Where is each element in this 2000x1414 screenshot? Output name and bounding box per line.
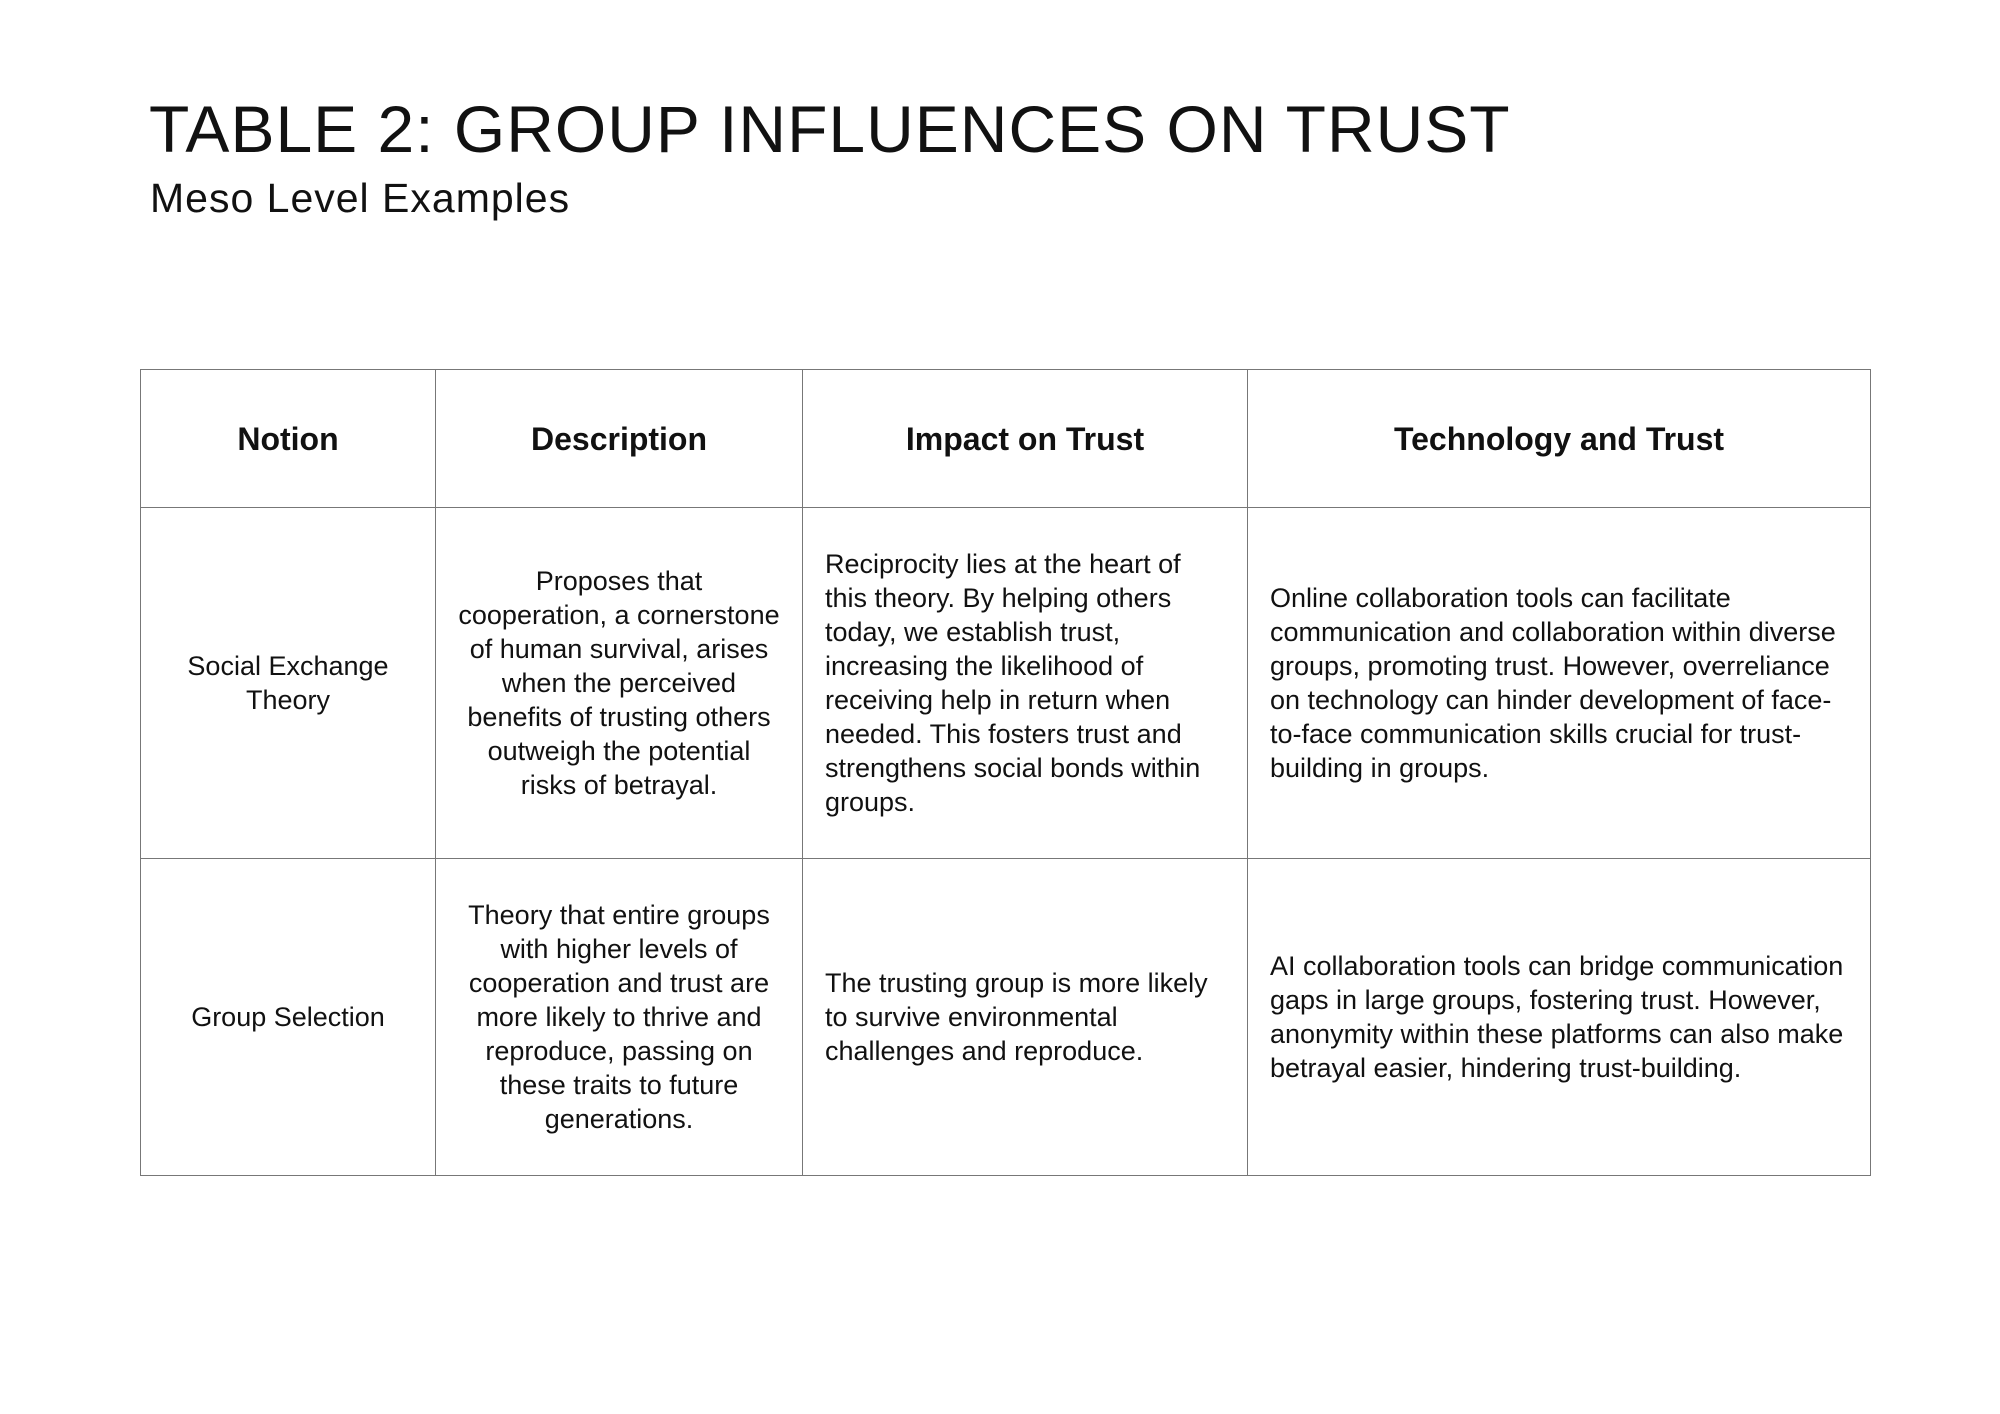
column-header-impact: Impact on Trust	[803, 370, 1248, 508]
cell-notion: Social Exchange Theory	[141, 508, 436, 859]
table-header-row	[141, 370, 1871, 508]
cell-impact: The trusting group is more likely to survive environmental challenges and reproduce.	[803, 859, 1248, 1176]
cell-technology: AI collaboration tools can bridge communication gaps in large groups, fostering trust. However, anonymity within these platforms can also make betrayal easier, hindering trust-building.	[1248, 859, 1871, 1176]
trust-table	[140, 369, 1871, 1176]
page-title: TABLE 2: GROUP INFLUENCES ON TRUST	[149, 92, 1511, 166]
cell-impact: Reciprocity lies at the heart of this theory. By helping others today, we establish trust, increasing the likelihood of receiving help in return when needed. This fosters trust and strengthens social bonds within groups.	[803, 508, 1248, 859]
cell-notion: Group Selection	[141, 859, 436, 1176]
column-header-technology: Technology and Trust	[1248, 370, 1871, 508]
column-header-description: Description	[436, 370, 803, 508]
page-subtitle: Meso Level Examples	[150, 175, 571, 221]
table-row	[141, 859, 1871, 1176]
cell-description: Proposes that cooperation, a cornerstone of human survival, arises when the perceived benefits of trusting others outweigh the potential risks of betrayal.	[436, 508, 803, 859]
cell-description: Theory that entire groups with higher levels of cooperation and trust are more likely to thrive and reproduce, passing on these traits to future generations.	[436, 859, 803, 1176]
column-header-notion: Notion	[141, 370, 436, 508]
table-row	[141, 508, 1871, 859]
cell-technology: Online collaboration tools can facilitate communication and collaboration within diverse groups, promoting trust. However, overreliance on technology can hinder development of face-to-face communication skills crucial for trust-building in groups.	[1248, 508, 1871, 859]
